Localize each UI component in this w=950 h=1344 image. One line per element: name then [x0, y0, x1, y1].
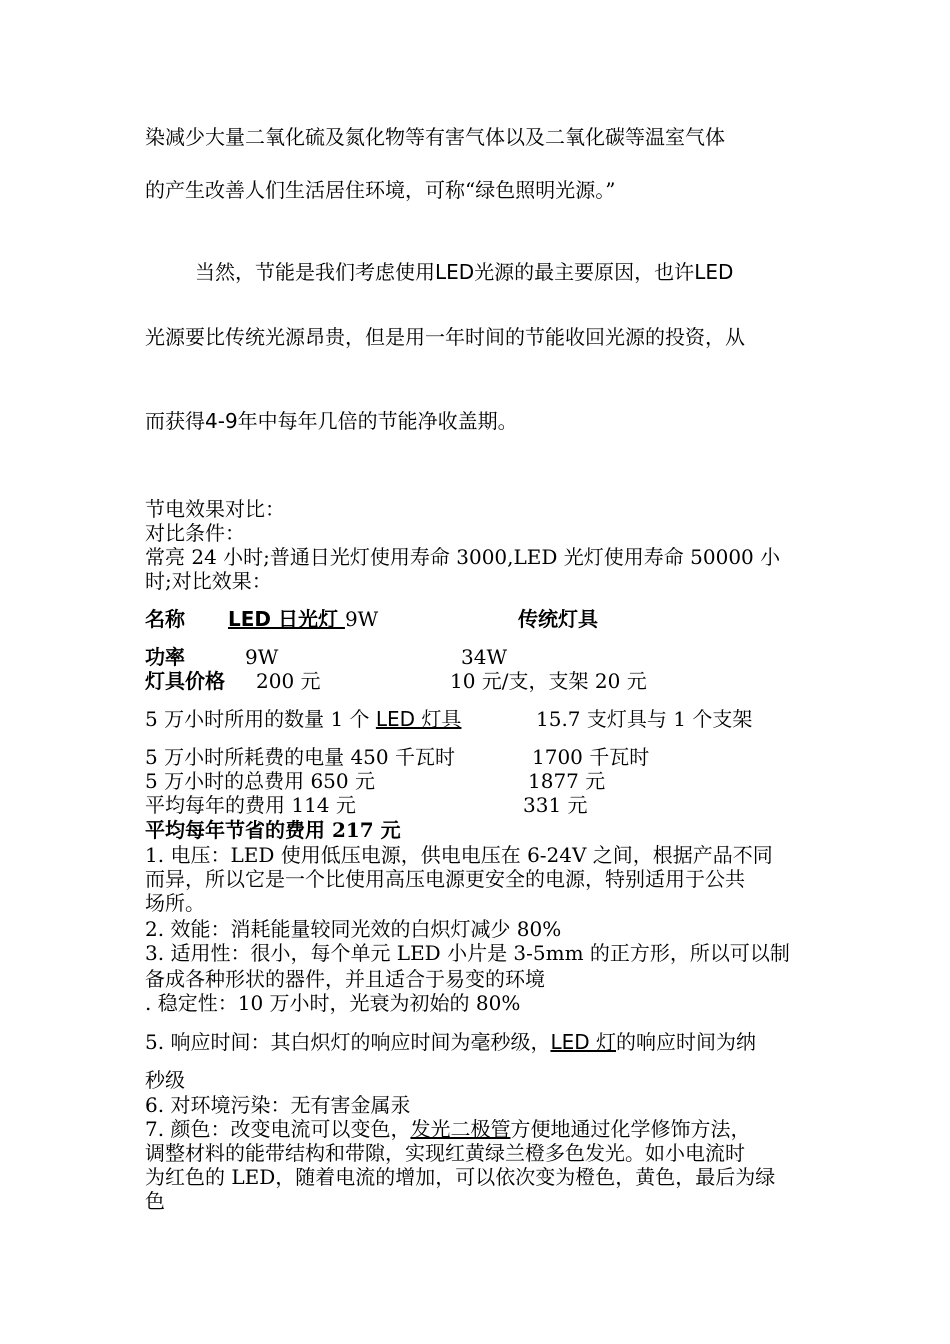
power-label: 功率	[145, 645, 185, 669]
price-traditional: 10 元/支，支架 20 元	[450, 669, 647, 693]
text: 的响应时间为纳	[616, 1030, 756, 1054]
text: 当然，节能是我们考虑使用	[195, 260, 435, 284]
led-power: 9W	[344, 607, 379, 631]
text: 5. 响应时间：其白炽灯的响应时间为毫秒级，	[145, 1030, 551, 1054]
header-name: 名称	[145, 607, 185, 631]
year-range: 4-9	[205, 409, 238, 433]
feature1-line1: 1. 电压：LED 使用低压电源，供电电压在 6-24V 之间，根据产品不同	[145, 843, 773, 867]
feature6: 6. 对环境污染：无有害金属汞	[145, 1093, 411, 1117]
text: 光源的最主要原因，也许	[474, 260, 695, 284]
conditions-label: 对比条件：	[145, 521, 245, 545]
feature2: 2. 效能：消耗能量较同光效的白炽灯减少 80%	[145, 917, 562, 941]
quantity-traditional: 15.7 支灯具与 1 个支架	[536, 707, 753, 731]
conditions-line1: 常亮 24 小时;普通日光灯使用寿命 3000,LED 光灯使用寿命 50000 小	[145, 545, 781, 569]
feature7-line4: 色	[145, 1189, 165, 1213]
conditions-line2: 时;对比效果：	[145, 569, 272, 593]
feature7-line2: 调整材料的能带结构和带隙，实现红黄绿兰橙多色发光。如小电流时	[145, 1141, 745, 1165]
feature3-line1: 3. 适用性：很小，每个单元 LED 小片是 3-5mm 的正方形，所以可以制	[145, 941, 790, 965]
led-lamp-link[interactable]: LED 灯	[550, 1030, 616, 1054]
energy-row: 5 万小时所耗费的电量 450 千瓦时	[145, 745, 455, 769]
energy-traditional: 1700 千瓦时	[532, 745, 650, 769]
feature5-line1	[145, 1030, 756, 1054]
header-traditional: 传统灯具	[518, 607, 598, 631]
led-term: LED	[435, 260, 475, 284]
table-header-row	[145, 607, 185, 631]
feature3-line2: 备成各种形状的器件，并且适合于易变的环境	[145, 967, 545, 991]
paragraph1-line2: 的产生改善人们生活居住环境，可称“绿色照明光源。”	[145, 178, 616, 202]
quantity-row	[145, 707, 461, 731]
led-fixture-link[interactable]: LED 灯具	[375, 707, 462, 731]
feature1-line2: 而异，所以它是一个比使用高压电源更安全的电源，特别适用于公共	[145, 867, 745, 891]
feature4: . 稳定性：10 万小时，光衰为初始的 80%	[145, 991, 521, 1015]
led-term: LED	[694, 260, 734, 284]
text: 而获得	[145, 409, 205, 433]
power-led: 9W	[245, 645, 279, 669]
total-cost-row: 5 万小时的总费用 650 元	[145, 769, 375, 793]
paragraph2-line1	[195, 260, 733, 284]
feature7-line1	[145, 1117, 750, 1141]
annual-cost-row: 平均每年的费用 114 元	[145, 793, 356, 817]
paragraph2-line3	[145, 409, 518, 433]
paragraph1-line1: 染减少大量二氧化硫及氮化物等有害气体以及二氧化碳等温室气体	[145, 125, 725, 149]
text: 年中每年几倍的节能净收盖期。	[237, 409, 518, 433]
feature7-line3: 为红色的 LED，随着电流的增加，可以依次变为橙色，黄色，最后为绿	[145, 1165, 776, 1189]
annual-saving-row: 平均每年节省的费用 217 元	[145, 818, 401, 842]
paragraph2-line2: 光源要比传统光源昂贵，但是用一年时间的节能收回光源的投资，从	[145, 325, 745, 349]
power-traditional: 34W	[461, 645, 508, 669]
text: 7. 颜色：改变电流可以变色，	[145, 1117, 411, 1141]
annual-cost-traditional: 331 元	[523, 793, 588, 817]
comparison-heading: 节电效果对比：	[145, 497, 285, 521]
text: 5 万小时所用的数量 1 个	[145, 707, 376, 731]
total-cost-traditional: 1877 元	[528, 769, 606, 793]
led-diode-link[interactable]: 发光二极管	[410, 1117, 511, 1141]
price-label: 灯具价格	[145, 669, 225, 693]
feature5-line2: 秒级	[145, 1068, 185, 1092]
price-led: 200 元	[256, 669, 321, 693]
header-led	[228, 607, 378, 631]
feature1-line3: 场所。	[145, 891, 205, 915]
text: 方便地通过化学修饰方法，	[510, 1117, 751, 1141]
led-fluorescent-link[interactable]: LED 日光灯	[228, 607, 345, 631]
